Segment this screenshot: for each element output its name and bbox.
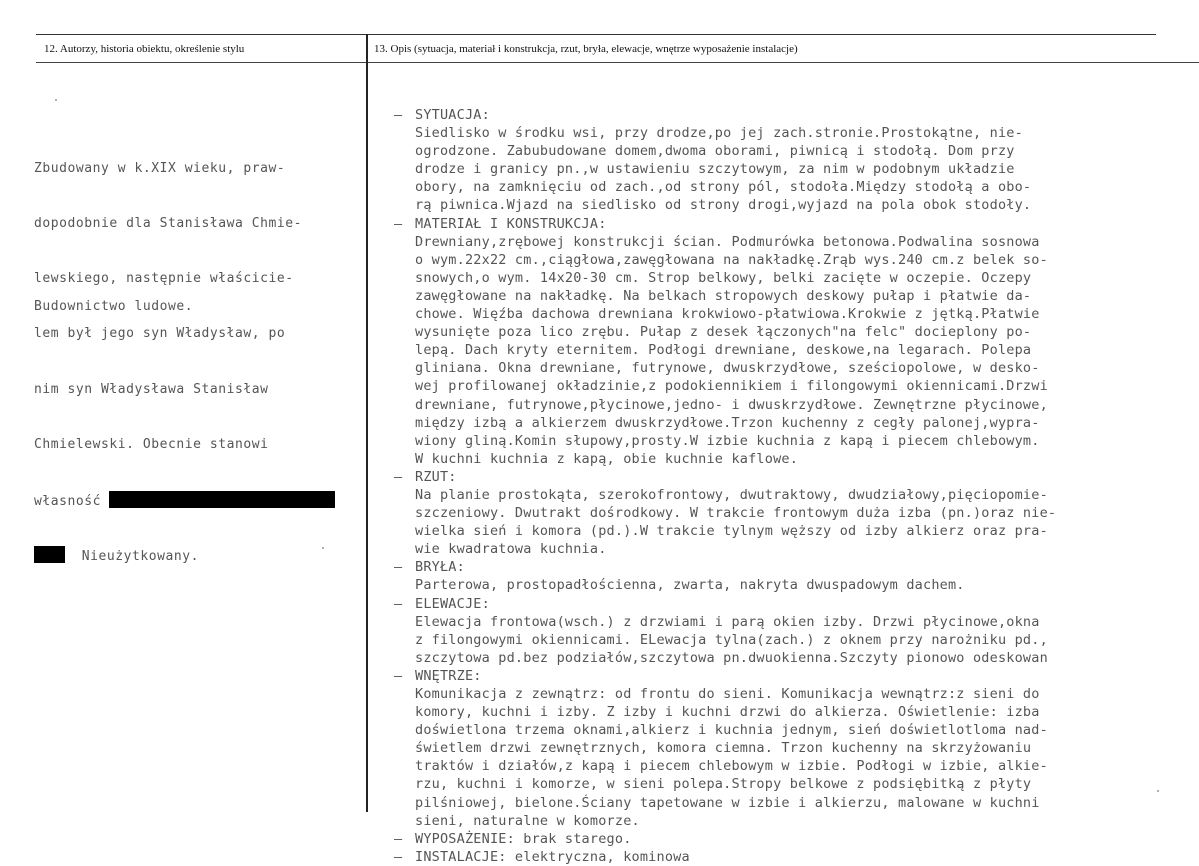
description-line bbox=[394, 576, 1056, 594]
description-line-text: obory, na zamknięciu od zach.,od strony pól, stodoła.Między stodołą a obo- bbox=[415, 179, 1032, 196]
description-line-text: świetlem drzwi zewnętrznych, komora ciemna. Trzon kuchenny na skrzyżowaniu bbox=[415, 740, 1032, 757]
description-line bbox=[394, 757, 1056, 775]
description-line-text: gliniana. Okna drewniane, futrynowe, dwuskrzydłowe, sześciopolowe, w desko- bbox=[415, 360, 1040, 377]
description-line-text: wie kwadratowa kuchnia. bbox=[415, 541, 607, 558]
dash-marker: – bbox=[394, 848, 403, 865]
section-heading-line bbox=[394, 830, 1056, 848]
description-line-text: rzu, kuchni i komorze, w sieni polepa.Stropy belkowe z podsiębitką z płyty bbox=[415, 776, 1032, 793]
description-line bbox=[394, 414, 1056, 432]
description-line bbox=[394, 631, 1056, 649]
description-line-text: lepą. Dach kryty eternitem. Podłogi drewniane, deskowe,na legarach. Polepa bbox=[415, 342, 1032, 359]
description-line bbox=[394, 450, 1056, 468]
description-line bbox=[394, 269, 1056, 287]
description-line-text: szczytowa pd.bez podziałów,szczytowa pn.dwuokienna.Szczyty pionowo odeskowan bbox=[415, 649, 1048, 666]
section-heading-line bbox=[394, 667, 1056, 685]
description-line bbox=[394, 287, 1056, 305]
description-line bbox=[394, 649, 1056, 667]
top-rule bbox=[36, 34, 1156, 35]
description-line-text: chowe. Więźba dachowa drewniana krokwiowo-płatwiowa.Krokwie z jętką.Płatwie bbox=[415, 306, 1040, 323]
section-heading-line bbox=[394, 558, 1056, 576]
description-line-text: drodze i granicy pn.,w ustawieniu szczytowym, za nim w podobnym układzie bbox=[415, 161, 1015, 178]
section-heading-line bbox=[394, 106, 1056, 124]
description-line-text: pilśniowej, bielone.Ściany tapetowane w izbie i alkierzu, malowane w kuchni bbox=[415, 794, 1040, 811]
history-line-owner bbox=[34, 491, 335, 509]
description-line bbox=[394, 522, 1056, 540]
speck bbox=[55, 99, 57, 101]
history-line: dopodobnie dla Stanisława Chmie- bbox=[34, 216, 303, 232]
description-line bbox=[394, 613, 1056, 631]
description-line bbox=[394, 540, 1056, 558]
history-line: lewskiego, następnie właściciе- bbox=[34, 271, 294, 287]
description-line bbox=[394, 504, 1056, 522]
description-line-text: szczeniowy. Dwutrakt dośrodkowy. W trakcie frontowym duża izba (pn.)oraz nie- bbox=[415, 505, 1057, 522]
description-line bbox=[394, 305, 1056, 323]
description-line bbox=[394, 233, 1056, 251]
description-line-text: INSTALACJE: elektryczna, kominowa bbox=[415, 848, 690, 865]
description-line-text: Elewacja frontowa(wsch.) z drzwiami i parą okien izby. Drzwi płycinowe,okna bbox=[415, 613, 1040, 630]
history-line: własność bbox=[34, 494, 102, 510]
description-line bbox=[394, 775, 1056, 793]
description-line-text: rą piwnica.Wjazd na siedlisko od strony drogi,wyjazd na pola obok stodoły. bbox=[415, 197, 1032, 214]
description-line bbox=[394, 685, 1056, 703]
dash-marker: – bbox=[394, 559, 403, 576]
description-line-text: SYTUACJA: bbox=[415, 107, 490, 123]
description-line-text: Komunikacja z zewnątrz: od frontu do sieni. Komunikacja wewnątrz:z sieni do bbox=[415, 686, 1040, 702]
dash-marker: – bbox=[394, 215, 403, 232]
section-heading-line bbox=[394, 468, 1056, 486]
redaction-bar bbox=[109, 491, 335, 508]
style-text: Budownictwo ludowe. bbox=[34, 299, 194, 314]
description-line-text: traktów i działów,z kapą i piecem chlebowym w izbie. Podłogi w izbie, alkie- bbox=[415, 758, 1048, 775]
dash-marker: – bbox=[394, 468, 403, 485]
description-line bbox=[394, 703, 1056, 721]
description-line-text: Na planie prostokąta, szerokofrontowy, dwutraktowy, dwudziałowy,pięciopomie- bbox=[415, 486, 1048, 503]
description-line-text: z filongowymi okiennicami. ELewacja tylna(zach.) z oknem przy narożniku pd., bbox=[415, 631, 1048, 648]
description-line-text: wielka sień i komora (pd.).W trakcie tylnym węższy od izby alkierz oraz pra- bbox=[415, 523, 1048, 540]
description-line bbox=[394, 160, 1056, 178]
description-line-text: sieni, naturalne w komorze. bbox=[415, 812, 640, 829]
description-line bbox=[394, 396, 1056, 414]
description-line bbox=[394, 377, 1056, 395]
column-divider bbox=[366, 34, 368, 812]
history-line-status bbox=[34, 546, 335, 564]
description-line-text: zawęgłowane na nakładkę. Na belkach stropowych deskowy pułap i płatwie da- bbox=[415, 287, 1032, 304]
description-line bbox=[394, 196, 1056, 214]
dash-marker: – bbox=[394, 830, 403, 847]
description-line bbox=[394, 124, 1056, 142]
description-line-text: BRYŁA: bbox=[415, 559, 465, 576]
description-line-text: o wym.22x22 cm.,ciągłowa,zawęgłowana na nakładkę.Zrąb wys.240 cm.z belek so- bbox=[415, 251, 1048, 268]
description-text bbox=[394, 106, 1056, 866]
description-line-text: Parterowa, prostopadłościenna, zwarta, nakryta dwuspadowym dachem. bbox=[415, 577, 965, 594]
description-line bbox=[394, 486, 1056, 504]
description-line-text: WNĘTRZE: bbox=[415, 667, 482, 684]
description-line-text: Siedlisko w środku wsi, przy drodze,po jej zach.stronie.Prostokątne, nie- bbox=[415, 125, 1023, 142]
dash-marker: – bbox=[394, 667, 403, 684]
speck bbox=[1157, 790, 1159, 792]
description-line-text: ELEWACJE: bbox=[415, 595, 490, 612]
history-line: Zbudowany w k.XIX wieku, praw- bbox=[34, 160, 286, 176]
history-text bbox=[34, 123, 335, 583]
description-line-text: RZUT: bbox=[415, 468, 457, 485]
section-13-header: 13. Opis (sytuacja, materiał i konstrukcja, rzut, bryła, elewacje, wnętrze wyposażenie instalacje) bbox=[374, 43, 798, 55]
description-line bbox=[394, 432, 1056, 450]
section-12-header: 12. Autorzy, historia obiektu, określenie stylu bbox=[44, 43, 245, 55]
history-line: nim syn Władysława Stanisław bbox=[34, 381, 269, 397]
description-line-text: WYPOSAŻENIE: brak starego. bbox=[415, 830, 632, 847]
redaction-bar bbox=[34, 546, 65, 563]
description-line-text: W kuchni kuchnia z kapą, obie kuchnie kaflowe. bbox=[415, 450, 799, 467]
history-line: lem był jego syn Władysław, po bbox=[34, 326, 286, 342]
description-line bbox=[394, 812, 1056, 830]
description-line bbox=[394, 142, 1056, 160]
description-line bbox=[394, 721, 1056, 739]
description-line-text: MATERIAŁ I KONSTRUKCJA: bbox=[415, 215, 607, 232]
description-line-text: wysunięte poza lico zrębu. Pułap z desek łączonych"na felc" docieplony po- bbox=[415, 324, 1032, 341]
history-line: Chmielewski. Obecnie stanowi bbox=[34, 436, 269, 452]
description-line bbox=[394, 359, 1056, 377]
section-heading-line bbox=[394, 595, 1056, 613]
description-line-text: drewniane, futrynowe,płycinowe,jedno- i dwuskrzydłowe. Zewnętrzne płycinowe, bbox=[415, 396, 1048, 413]
section-heading-line bbox=[394, 215, 1056, 233]
description-line bbox=[394, 251, 1056, 269]
description-line-text: snowych,o wym. 14x20-30 cm. Strop belkowy, belki zacięte w oczepie. Oczepy bbox=[415, 269, 1032, 286]
description-line-text: doświetlona trzema oknami,alkierz i kuchnia jednym, sień doświetlotloma nad- bbox=[415, 722, 1048, 739]
description-line bbox=[394, 178, 1056, 196]
description-line-text: wiony gliną.Komin słupowy,prosty.W izbie kuchnia z kapą i piecem chlebowym. bbox=[415, 432, 1040, 449]
description-line bbox=[394, 323, 1056, 341]
header-rule bbox=[36, 62, 1199, 63]
description-line-text: wej profilowanej okładzinie,z podokiennikiem i filongowymi okiennicami.Drzwi bbox=[415, 378, 1048, 395]
section-heading-line bbox=[394, 848, 1056, 866]
dash-marker: – bbox=[394, 107, 403, 123]
description-line-text: między izbą a alkierzem dwuskrzydłowe.Trzon kuchenny z cegły palonej,wypra- bbox=[415, 414, 1040, 431]
description-line-text: komory, kuchni i izby. Z izby i kuchni drzwi do alkierza. Oświetlenie: izba bbox=[415, 704, 1040, 721]
description-line bbox=[394, 341, 1056, 359]
description-line-text: ogrodzone. Zabubudowane domem,dwoma oborami, piwnicą i stodołą. Dom przy bbox=[415, 143, 1015, 160]
history-line: Nieużytkowany. bbox=[81, 549, 200, 565]
description-line bbox=[394, 794, 1056, 812]
description-line-text: Drewniany,zrębowej konstrukcji ścian. Podmurówka betonowa.Podwalina sosnowa bbox=[415, 233, 1040, 250]
description-line bbox=[394, 739, 1056, 757]
dash-marker: – bbox=[394, 595, 403, 612]
